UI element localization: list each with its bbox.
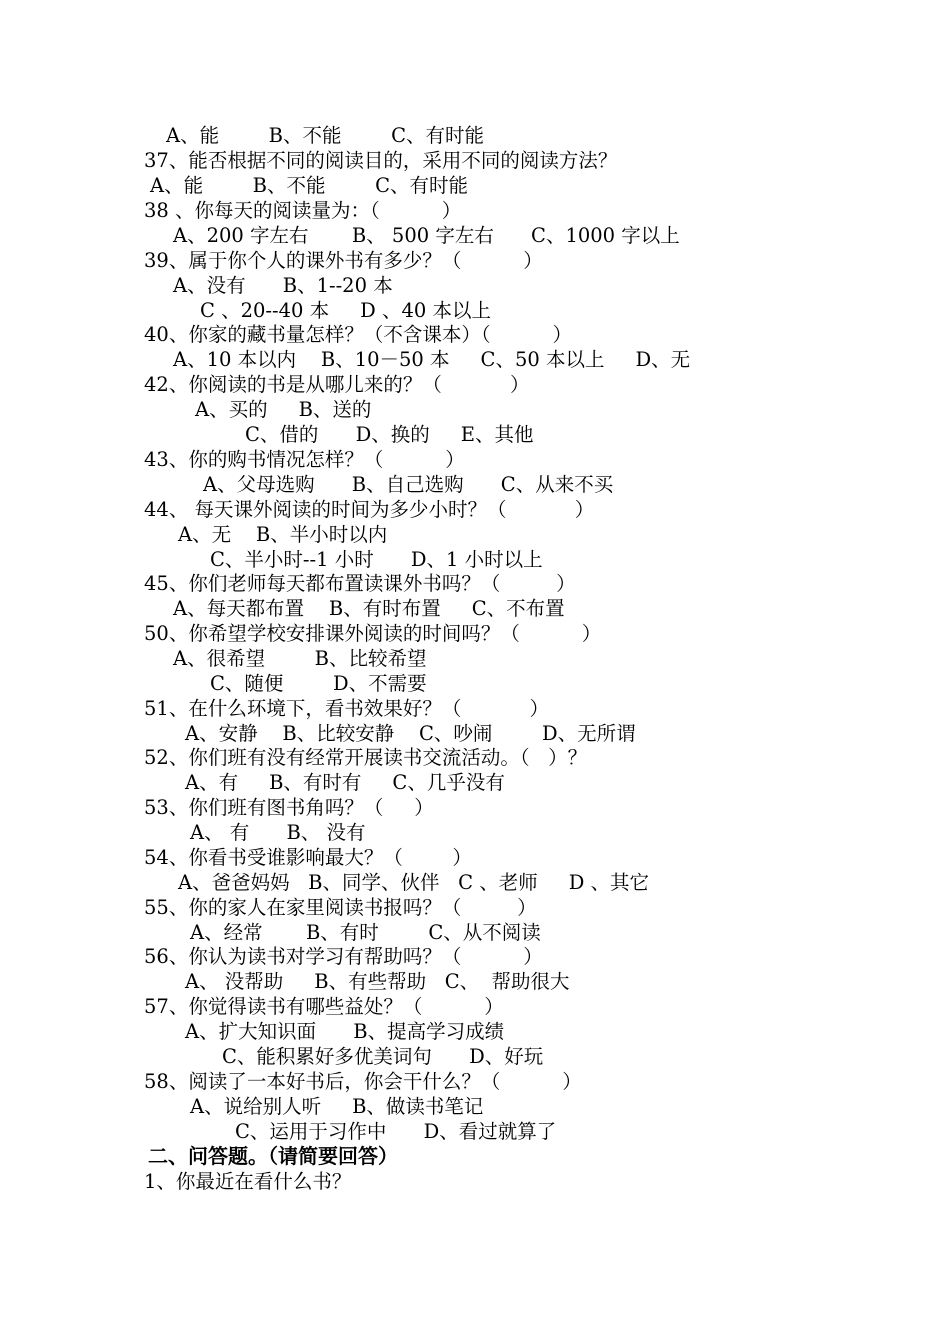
option-line: A、 有 B、 没有 [190, 821, 366, 844]
option-line: A、没有 B、1--20 本 [173, 274, 393, 297]
question-56: 56、你认为读书对学习有帮助吗？（ ） [144, 945, 543, 968]
question-38: 38 、你每天的阅读量为：（ ） [144, 199, 462, 222]
option-line: C 、20--40 本 D 、40 本以上 [200, 299, 491, 322]
option-line: A、扩大知识面 B、提高学习成绩 [185, 1020, 505, 1043]
question-58: 58、阅读了一本好书后，你会干什么？（ ） [144, 1070, 582, 1093]
question-52: 52、你们班有没有经常开展读书交流活动。（ ）？ [144, 746, 588, 769]
question-50: 50、你希望学校安排课外阅读的时间吗？（ ） [144, 622, 602, 645]
question-57: 57、你觉得读书有哪些益处？（ ） [144, 995, 504, 1018]
option-line: A、200 字左右 B、 500 字左右 C、1000 字以上 [173, 224, 680, 247]
option-line: A、经常 B、有时 C、从不阅读 [190, 921, 541, 944]
question-39: 39、属于你个人的课外书有多少？（ ） [144, 249, 543, 272]
question-1: 1、你最近在看什么书？ [144, 1170, 352, 1193]
option-line: A、爸爸妈妈 B、同学、伙伴 C 、老师 D 、其它 [178, 871, 650, 894]
question-45: 45、你们老师每天都布置读课外书吗？（ ） [144, 572, 576, 595]
question-54: 54、你看书受谁影响最大？（ ） [144, 846, 472, 869]
option-line: A、10 本以内 B、10－50 本 C、50 本以上 D、无 [173, 348, 691, 371]
option-line: A、父母选购 B、自己选购 C、从来不买 [203, 473, 614, 496]
option-line: A、很希望 B、比较希望 [173, 647, 427, 670]
question-55: 55、你的家人在家里阅读书报吗？（ ） [144, 896, 537, 919]
question-37: 37、能否根据不同的阅读目的，采用不同的阅读方法？ [144, 149, 618, 172]
option-line: C、随便 D、不需要 [210, 672, 427, 695]
question-42: 42、你阅读的书是从哪儿来的？（ ） [144, 373, 530, 396]
question-44: 44、 每天课外阅读的时间为多少小时？（ ） [144, 498, 595, 521]
option-line: A、无 B、半小时以内 [178, 523, 388, 546]
option-line: A、 没帮助 B、有些帮助 C、 帮助很大 [185, 970, 570, 993]
option-line: A、能 B、不能 C、有时能 [166, 124, 485, 147]
option-line: C、半小时--1 小时 D、1 小时以上 [210, 548, 543, 571]
option-line: C、运用于习作中 D、看过就算了 [235, 1120, 557, 1143]
option-line: A、说给别人听 B、做读书笔记 [190, 1095, 484, 1118]
option-line: A、买的 B、送的 [195, 398, 372, 421]
option-line: A、有 B、有时有 C、几乎没有 [185, 771, 505, 794]
section-heading: 二、问答题。（请简要回答） [148, 1144, 398, 1168]
question-43: 43、你的购书情况怎样？（ ） [144, 448, 465, 471]
option-line: C、能积累好多优美词句 D、好玩 [222, 1045, 544, 1068]
option-line: C、借的 D、换的 E、其他 [245, 423, 534, 446]
question-40: 40、你家的藏书量怎样？（不含课本）（ ） [144, 323, 573, 346]
option-line: A、每天都布置 B、有时布置 C、不布置 [173, 597, 565, 620]
option-line: A、能 B、不能 C、有时能 [150, 174, 469, 197]
question-53: 53、你们班有图书角吗？（ ） [144, 796, 434, 819]
question-51: 51、在什么环境下，看书效果好？（ ） [144, 697, 549, 720]
option-line: A、安静 B、比较安静 C、吵闹 D、无所谓 [185, 722, 636, 745]
